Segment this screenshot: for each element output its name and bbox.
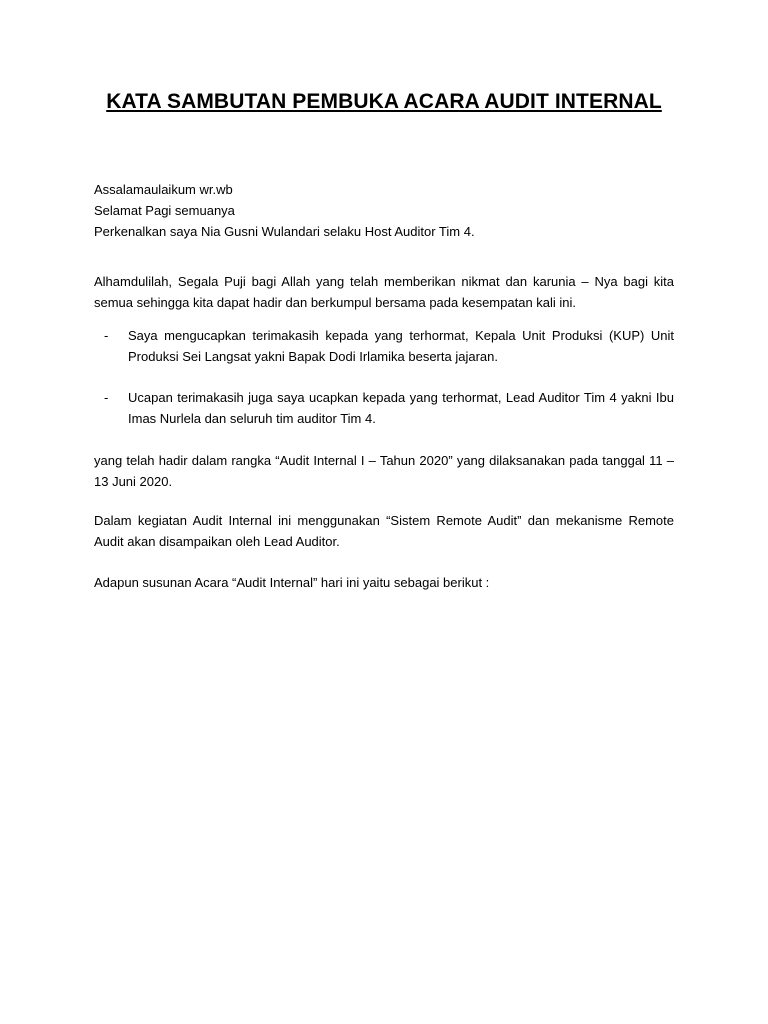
greeting-line: Assalamaulaikum wr.wb <box>94 182 233 197</box>
bullet-item <box>94 325 674 367</box>
bullet-dash: - <box>104 328 109 343</box>
bullet-text: Ucapan terimakasih juga saya ucapkan kepada yang terhormat, Lead Auditor Tim 4 yakni Ibu Imas Nurlela dan seluruh tim auditor Tim 4. <box>128 390 674 426</box>
opening-paragraph: Alhamdulilah, Segala Puji bagi Allah yang telah memberikan nikmat dan karunia – Nya bagi kita semua sehingga kita dapat hadir dan berkumpul bersama pada kesempatan kali ini. <box>94 274 674 310</box>
remote-audit-paragraph: Dalam kegiatan Audit Internal ini menggunakan “Sistem Remote Audit” dan mekanisme Remote Audit akan disampaikan oleh Lead Auditor. <box>94 513 674 549</box>
document-title: KATA SAMBUTAN PEMBUKA ACARA AUDIT INTERNAL <box>106 90 662 113</box>
event-paragraph: yang telah hadir dalam rangka “Audit Internal I – Tahun 2020” yang dilaksanakan pada tanggal 11 – 13 Juni 2020. <box>94 453 674 489</box>
bullet-dash: - <box>104 390 109 405</box>
bullet-text: Saya mengucapkan terimakasih kepada yang terhormat, Kepala Unit Produksi (KUP) Unit Produksi Sei Langsat yakni Bapak Dodi Irlamika beserta jajaran. <box>128 328 674 364</box>
greeting-line: Selamat Pagi semuanya <box>94 203 235 218</box>
bullet-item <box>94 387 674 429</box>
greeting-block <box>94 179 674 242</box>
greeting-line: Perkenalkan saya Nia Gusni Wulandari selaku Host Auditor Tim 4. <box>94 224 475 239</box>
agenda-intro-paragraph: Adapun susunan Acara “Audit Internal” hari ini yaitu sebagai berikut : <box>94 575 490 590</box>
